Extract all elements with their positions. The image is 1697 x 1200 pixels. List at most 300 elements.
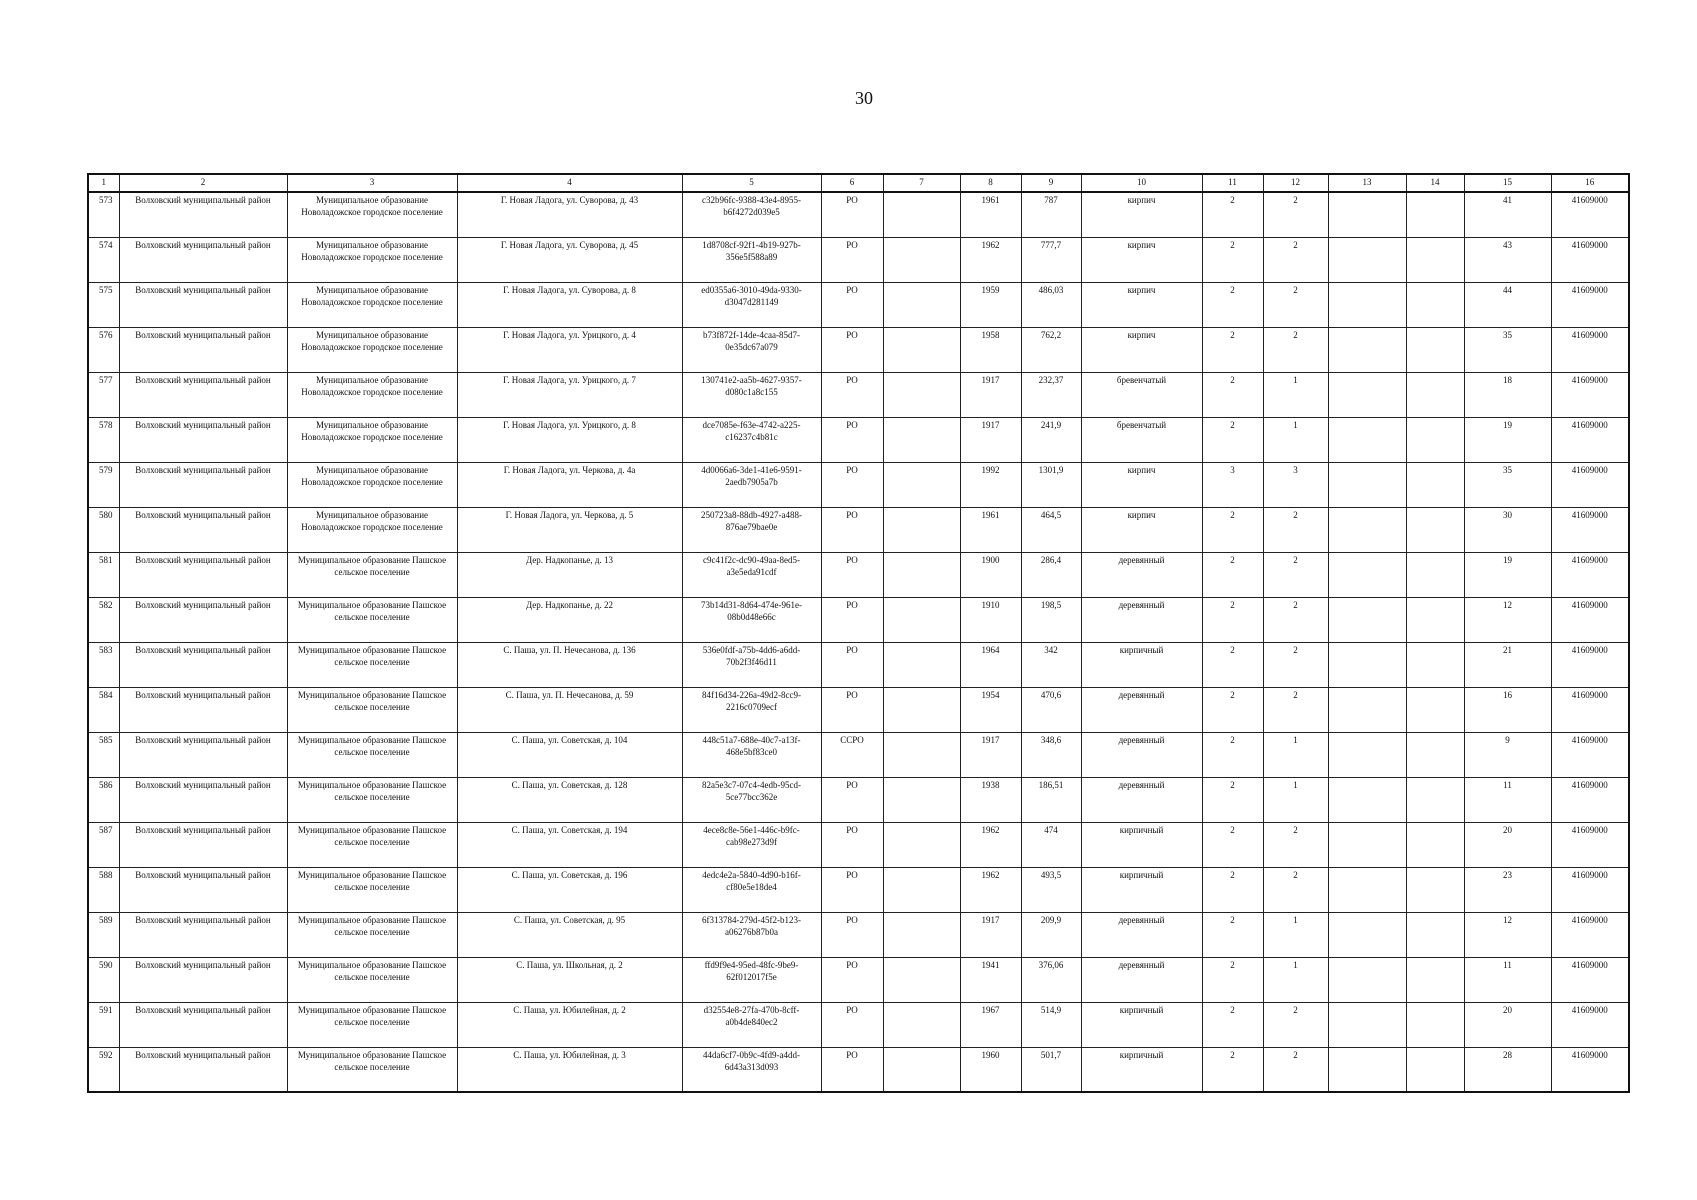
- cell-municipality: Муниципальное образование Новоладожское городское поселение: [287, 282, 457, 327]
- cell-wall-material: кирпич: [1081, 237, 1202, 282]
- cell-oktmo: 41609000: [1551, 327, 1629, 372]
- cell-row-number: 576: [88, 327, 119, 372]
- cell-col-13: [1328, 642, 1406, 687]
- header-row: [88, 174, 1629, 192]
- cell-district: Волховский муниципальный район: [119, 237, 287, 282]
- cell-municipality: Муниципальное образование Пашское сельское поселение: [287, 597, 457, 642]
- cell-municipality: Муниципальное образование Новоладожское городское поселение: [287, 507, 457, 552]
- cell-col-7: [883, 642, 960, 687]
- cell-col-14: [1406, 822, 1464, 867]
- cell-col-14: [1406, 642, 1464, 687]
- cell-district: Волховский муниципальный район: [119, 1002, 287, 1047]
- cell-year-built: 1900: [960, 552, 1021, 597]
- cell-col-14: [1406, 597, 1464, 642]
- cell-col-13: [1328, 867, 1406, 912]
- cell-address: Г. Новая Ладога, ул. Черкова, д. 5: [457, 507, 682, 552]
- table-row: [88, 552, 1629, 597]
- cell-row-number: 581: [88, 552, 119, 597]
- cell-floors-12: 3: [1263, 462, 1328, 507]
- cell-category: РО: [821, 822, 883, 867]
- cell-oktmo: 41609000: [1551, 687, 1629, 732]
- cell-year-built: 1967: [960, 1002, 1021, 1047]
- cell-district: Волховский муниципальный район: [119, 732, 287, 777]
- cell-oktmo: 41609000: [1551, 822, 1629, 867]
- cell-row-number: 591: [88, 1002, 119, 1047]
- cell-residents: 12: [1464, 912, 1551, 957]
- cell-address: С. Паша, ул. Советская, д. 196: [457, 867, 682, 912]
- cell-wall-material: деревянный: [1081, 552, 1202, 597]
- cell-floors-11: 2: [1202, 867, 1263, 912]
- cell-year-built: 1962: [960, 867, 1021, 912]
- column-header-3: 3: [287, 174, 457, 192]
- cell-year-built: 1917: [960, 912, 1021, 957]
- cell-col-13: [1328, 912, 1406, 957]
- cell-col-14: [1406, 507, 1464, 552]
- table-row: [88, 1047, 1629, 1092]
- cell-category: РО: [821, 1047, 883, 1092]
- cell-floors-11: 2: [1202, 1002, 1263, 1047]
- cell-floors-11: 2: [1202, 912, 1263, 957]
- cell-district: Волховский муниципальный район: [119, 597, 287, 642]
- cell-col-13: [1328, 1047, 1406, 1092]
- cell-municipality: Муниципальное образование Пашское сельское поселение: [287, 732, 457, 777]
- cell-col-13: [1328, 777, 1406, 822]
- cell-wall-material: кирпич: [1081, 507, 1202, 552]
- cell-municipality: Муниципальное образование Новоладожское городское поселение: [287, 237, 457, 282]
- cell-row-number: 584: [88, 687, 119, 732]
- cell-floors-11: 2: [1202, 687, 1263, 732]
- cell-municipality: Муниципальное образование Пашское сельское поселение: [287, 1002, 457, 1047]
- column-header-15: 15: [1464, 174, 1551, 192]
- cell-district: Волховский муниципальный район: [119, 282, 287, 327]
- cell-residents: 21: [1464, 642, 1551, 687]
- cell-area: 762,2: [1021, 327, 1081, 372]
- cell-col-14: [1406, 1047, 1464, 1092]
- table-row: [88, 687, 1629, 732]
- cell-wall-material: бревенчатый: [1081, 417, 1202, 462]
- cell-col-13: [1328, 327, 1406, 372]
- cell-area: 470,6: [1021, 687, 1081, 732]
- cell-address: Г. Новая Ладога, ул. Суворова, д. 45: [457, 237, 682, 282]
- cell-floors-12: 1: [1263, 777, 1328, 822]
- cell-row-number: 575: [88, 282, 119, 327]
- cell-municipality: Муниципальное образование Пашское сельское поселение: [287, 777, 457, 822]
- cell-residents: 11: [1464, 957, 1551, 1002]
- cell-municipality: Муниципальное образование Пашское сельское поселение: [287, 867, 457, 912]
- column-header-16: 16: [1551, 174, 1629, 192]
- cell-municipality: Муниципальное образование Пашское сельское поселение: [287, 957, 457, 1002]
- cell-oktmo: 41609000: [1551, 282, 1629, 327]
- table-row: [88, 597, 1629, 642]
- cell-col-7: [883, 372, 960, 417]
- cell-col-13: [1328, 507, 1406, 552]
- cell-row-number: 588: [88, 867, 119, 912]
- cell-category: ССРО: [821, 732, 883, 777]
- cell-col-7: [883, 777, 960, 822]
- cell-fias-id: 4edc4e2a-5840-4d90-b16f-cf80e5e18de4: [682, 867, 821, 912]
- cell-address: Г. Новая Ладога, ул. Суворова, д. 43: [457, 192, 682, 237]
- cell-floors-11: 2: [1202, 192, 1263, 237]
- cell-area: 1301,9: [1021, 462, 1081, 507]
- cell-wall-material: кирпичный: [1081, 867, 1202, 912]
- cell-address: С. Паша, ул. Советская, д. 194: [457, 822, 682, 867]
- cell-district: Волховский муниципальный район: [119, 462, 287, 507]
- cell-residents: 43: [1464, 237, 1551, 282]
- cell-floors-12: 1: [1263, 912, 1328, 957]
- cell-floors-12: 2: [1263, 597, 1328, 642]
- cell-floors-11: 2: [1202, 822, 1263, 867]
- cell-area: 493,5: [1021, 867, 1081, 912]
- cell-col-13: [1328, 237, 1406, 282]
- cell-floors-12: 2: [1263, 327, 1328, 372]
- column-header-5: 5: [682, 174, 821, 192]
- cell-floors-11: 2: [1202, 282, 1263, 327]
- table-row: [88, 732, 1629, 777]
- cell-floors-11: 2: [1202, 417, 1263, 462]
- cell-col-7: [883, 597, 960, 642]
- cell-municipality: Муниципальное образование Пашское сельское поселение: [287, 1047, 457, 1092]
- cell-residents: 28: [1464, 1047, 1551, 1092]
- cell-row-number: 589: [88, 912, 119, 957]
- cell-floors-11: 2: [1202, 372, 1263, 417]
- cell-row-number: 590: [88, 957, 119, 1002]
- cell-category: РО: [821, 327, 883, 372]
- cell-fias-id: 82a5e3c7-07c4-4edb-95cd-5ce77bcc362e: [682, 777, 821, 822]
- cell-address: Дер. Надкопанье, д. 13: [457, 552, 682, 597]
- table-row: [88, 192, 1629, 237]
- cell-residents: 41: [1464, 192, 1551, 237]
- cell-row-number: 579: [88, 462, 119, 507]
- cell-col-14: [1406, 192, 1464, 237]
- cell-oktmo: 41609000: [1551, 867, 1629, 912]
- cell-year-built: 1958: [960, 327, 1021, 372]
- cell-row-number: 577: [88, 372, 119, 417]
- cell-fias-id: d32554e8-27fa-470b-8cff-a0b4de840ec2: [682, 1002, 821, 1047]
- cell-area: 787: [1021, 192, 1081, 237]
- cell-wall-material: деревянный: [1081, 777, 1202, 822]
- cell-area: 474: [1021, 822, 1081, 867]
- cell-wall-material: кирпич: [1081, 192, 1202, 237]
- cell-col-13: [1328, 372, 1406, 417]
- cell-floors-12: 2: [1263, 822, 1328, 867]
- column-header-7: 7: [883, 174, 960, 192]
- cell-address: С. Паша, ул. Школьная, д. 2: [457, 957, 682, 1002]
- cell-floors-12: 2: [1263, 642, 1328, 687]
- cell-col-7: [883, 912, 960, 957]
- column-header-4: 4: [457, 174, 682, 192]
- cell-col-13: [1328, 1002, 1406, 1047]
- cell-category: РО: [821, 912, 883, 957]
- cell-district: Волховский муниципальный район: [119, 777, 287, 822]
- cell-row-number: 578: [88, 417, 119, 462]
- cell-floors-12: 2: [1263, 687, 1328, 732]
- cell-floors-11: 2: [1202, 507, 1263, 552]
- cell-area: 186,51: [1021, 777, 1081, 822]
- cell-oktmo: 41609000: [1551, 192, 1629, 237]
- cell-col-7: [883, 552, 960, 597]
- cell-district: Волховский муниципальный район: [119, 822, 287, 867]
- cell-fias-id: b73f872f-14de-4caa-85d7-0e35dc67a079: [682, 327, 821, 372]
- cell-fias-id: ed0355a6-3010-49da-9330-d3047d281149: [682, 282, 821, 327]
- cell-floors-11: 2: [1202, 642, 1263, 687]
- column-header-11: 11: [1202, 174, 1263, 192]
- cell-address: С. Паша, ул. Советская, д. 104: [457, 732, 682, 777]
- cell-municipality: Муниципальное образование Пашское сельское поселение: [287, 687, 457, 732]
- cell-oktmo: 41609000: [1551, 1047, 1629, 1092]
- cell-category: РО: [821, 507, 883, 552]
- cell-wall-material: кирпичный: [1081, 822, 1202, 867]
- cell-year-built: 1961: [960, 507, 1021, 552]
- cell-fias-id: 1d8708cf-92f1-4b19-927b-356e5f588a89: [682, 237, 821, 282]
- column-header-2: 2: [119, 174, 287, 192]
- cell-floors-12: 2: [1263, 282, 1328, 327]
- cell-district: Волховский муниципальный район: [119, 417, 287, 462]
- cell-wall-material: кирпич: [1081, 327, 1202, 372]
- cell-residents: 20: [1464, 822, 1551, 867]
- table-row: [88, 237, 1629, 282]
- cell-fias-id: dce7085e-f63e-4742-a225-c16237c4b81c: [682, 417, 821, 462]
- cell-district: Волховский муниципальный район: [119, 867, 287, 912]
- table-body: [88, 192, 1629, 1092]
- page-number: 30: [855, 88, 873, 108]
- cell-wall-material: деревянный: [1081, 597, 1202, 642]
- cell-col-14: [1406, 1002, 1464, 1047]
- cell-col-7: [883, 282, 960, 327]
- cell-year-built: 1962: [960, 237, 1021, 282]
- table-row: [88, 507, 1629, 552]
- cell-col-13: [1328, 687, 1406, 732]
- cell-residents: 30: [1464, 507, 1551, 552]
- cell-category: РО: [821, 282, 883, 327]
- cell-municipality: Муниципальное образование Пашское сельское поселение: [287, 912, 457, 957]
- cell-oktmo: 41609000: [1551, 777, 1629, 822]
- cell-fias-id: 250723a8-88db-4927-a488-876ae79bae0e: [682, 507, 821, 552]
- cell-municipality: Муниципальное образование Пашское сельское поселение: [287, 822, 457, 867]
- cell-address: Г. Новая Ладога, ул. Урицкого, д. 4: [457, 327, 682, 372]
- cell-floors-11: 2: [1202, 552, 1263, 597]
- cell-residents: 19: [1464, 552, 1551, 597]
- cell-floors-12: 2: [1263, 867, 1328, 912]
- cell-category: РО: [821, 642, 883, 687]
- cell-district: Волховский муниципальный район: [119, 1047, 287, 1092]
- cell-oktmo: 41609000: [1551, 957, 1629, 1002]
- cell-col-7: [883, 237, 960, 282]
- cell-col-7: [883, 327, 960, 372]
- cell-fias-id: c9c41f2c-dc90-49aa-8ed5-a3e5eda91cdf: [682, 552, 821, 597]
- cell-municipality: Муниципальное образование Новоладожское городское поселение: [287, 192, 457, 237]
- cell-floors-12: 2: [1263, 1002, 1328, 1047]
- cell-col-13: [1328, 462, 1406, 507]
- cell-wall-material: кирпич: [1081, 282, 1202, 327]
- cell-fias-id: 536e0fdf-a75b-4dd6-a6dd-70b2f3f46d11: [682, 642, 821, 687]
- cell-municipality: Муниципальное образование Новоладожское городское поселение: [287, 462, 457, 507]
- cell-floors-11: 2: [1202, 777, 1263, 822]
- cell-category: РО: [821, 1002, 883, 1047]
- cell-col-14: [1406, 417, 1464, 462]
- cell-district: Волховский муниципальный район: [119, 642, 287, 687]
- cell-col-7: [883, 867, 960, 912]
- cell-col-13: [1328, 192, 1406, 237]
- cell-fias-id: 44da6cf7-0b9c-4fd9-a4dd-6d43a313d093: [682, 1047, 821, 1092]
- cell-area: 501,7: [1021, 1047, 1081, 1092]
- cell-district: Волховский муниципальный район: [119, 912, 287, 957]
- cell-year-built: 1910: [960, 597, 1021, 642]
- cell-category: РО: [821, 552, 883, 597]
- cell-district: Волховский муниципальный район: [119, 192, 287, 237]
- table-row: [88, 372, 1629, 417]
- cell-district: Волховский муниципальный район: [119, 327, 287, 372]
- cell-year-built: 1964: [960, 642, 1021, 687]
- cell-year-built: 1941: [960, 957, 1021, 1002]
- cell-category: РО: [821, 777, 883, 822]
- cell-col-13: [1328, 822, 1406, 867]
- cell-col-7: [883, 1047, 960, 1092]
- cell-floors-11: 2: [1202, 327, 1263, 372]
- cell-col-7: [883, 507, 960, 552]
- table-row: [88, 642, 1629, 687]
- cell-municipality: Муниципальное образование Пашское сельское поселение: [287, 642, 457, 687]
- cell-row-number: 583: [88, 642, 119, 687]
- cell-col-14: [1406, 552, 1464, 597]
- cell-address: С. Паша, ул. Советская, д. 95: [457, 912, 682, 957]
- cell-municipality: Муниципальное образование Пашское сельское поселение: [287, 552, 457, 597]
- cell-floors-12: 1: [1263, 417, 1328, 462]
- cell-floors-11: 2: [1202, 732, 1263, 777]
- cell-floors-11: 3: [1202, 462, 1263, 507]
- cell-floors-12: 1: [1263, 732, 1328, 777]
- cell-address: Г. Новая Ладога, ул. Черкова, д. 4а: [457, 462, 682, 507]
- table-row: [88, 867, 1629, 912]
- cell-col-13: [1328, 552, 1406, 597]
- cell-wall-material: кирпичный: [1081, 1047, 1202, 1092]
- cell-fias-id: ffd9f9e4-95ed-48fc-9be9-62f012017f5e: [682, 957, 821, 1002]
- cell-row-number: 574: [88, 237, 119, 282]
- cell-col-7: [883, 417, 960, 462]
- cell-category: РО: [821, 957, 883, 1002]
- cell-wall-material: деревянный: [1081, 957, 1202, 1002]
- cell-category: РО: [821, 237, 883, 282]
- cell-col-7: [883, 1002, 960, 1047]
- table-row: [88, 327, 1629, 372]
- cell-area: 486,03: [1021, 282, 1081, 327]
- table-row: [88, 912, 1629, 957]
- cell-floors-12: 1: [1263, 957, 1328, 1002]
- cell-oktmo: 41609000: [1551, 642, 1629, 687]
- cell-wall-material: кирпичный: [1081, 642, 1202, 687]
- cell-district: Волховский муниципальный район: [119, 372, 287, 417]
- cell-residents: 19: [1464, 417, 1551, 462]
- cell-year-built: 1961: [960, 192, 1021, 237]
- cell-wall-material: кирпич: [1081, 462, 1202, 507]
- cell-floors-11: 2: [1202, 237, 1263, 282]
- cell-category: РО: [821, 687, 883, 732]
- table-row: [88, 957, 1629, 1002]
- cell-municipality: Муниципальное образование Новоладожское городское поселение: [287, 372, 457, 417]
- cell-address: Дер. Надкопанье, д. 22: [457, 597, 682, 642]
- cell-area: 464,5: [1021, 507, 1081, 552]
- cell-oktmo: 41609000: [1551, 732, 1629, 777]
- cell-col-14: [1406, 732, 1464, 777]
- cell-oktmo: 41609000: [1551, 372, 1629, 417]
- cell-area: 209,9: [1021, 912, 1081, 957]
- cell-col-13: [1328, 957, 1406, 1002]
- cell-floors-12: 2: [1263, 507, 1328, 552]
- cell-oktmo: 41609000: [1551, 417, 1629, 462]
- cell-oktmo: 41609000: [1551, 1002, 1629, 1047]
- cell-residents: 23: [1464, 867, 1551, 912]
- cell-municipality: Муниципальное образование Новоладожское городское поселение: [287, 417, 457, 462]
- column-header-6: 6: [821, 174, 883, 192]
- cell-oktmo: 41609000: [1551, 597, 1629, 642]
- cell-fias-id: 6f313784-279d-45f2-b123-a06276b87b0a: [682, 912, 821, 957]
- cell-residents: 11: [1464, 777, 1551, 822]
- cell-floors-11: 2: [1202, 1047, 1263, 1092]
- cell-category: РО: [821, 867, 883, 912]
- cell-year-built: 1954: [960, 687, 1021, 732]
- cell-col-7: [883, 732, 960, 777]
- cell-district: Волховский муниципальный район: [119, 507, 287, 552]
- cell-district: Волховский муниципальный район: [119, 957, 287, 1002]
- cell-area: 342: [1021, 642, 1081, 687]
- cell-col-7: [883, 687, 960, 732]
- cell-area: 232,37: [1021, 372, 1081, 417]
- cell-fias-id: 130741e2-aa5b-4627-9357-d080c1a8c155: [682, 372, 821, 417]
- cell-col-14: [1406, 327, 1464, 372]
- cell-category: РО: [821, 192, 883, 237]
- cell-col-14: [1406, 912, 1464, 957]
- cell-col-13: [1328, 417, 1406, 462]
- column-header-12: 12: [1263, 174, 1328, 192]
- cell-row-number: 573: [88, 192, 119, 237]
- cell-district: Волховский муниципальный район: [119, 687, 287, 732]
- cell-area: 376,06: [1021, 957, 1081, 1002]
- cell-col-7: [883, 462, 960, 507]
- cell-residents: 18: [1464, 372, 1551, 417]
- cell-wall-material: деревянный: [1081, 912, 1202, 957]
- cell-col-14: [1406, 282, 1464, 327]
- cell-address: Г. Новая Ладога, ул. Суворова, д. 8: [457, 282, 682, 327]
- cell-year-built: 1960: [960, 1047, 1021, 1092]
- cell-municipality: Муниципальное образование Новоладожское городское поселение: [287, 327, 457, 372]
- cell-oktmo: 41609000: [1551, 912, 1629, 957]
- column-header-13: 13: [1328, 174, 1406, 192]
- cell-fias-id: 4d0066a6-3de1-41e6-9591-2aedb7905a7b: [682, 462, 821, 507]
- cell-residents: 35: [1464, 462, 1551, 507]
- registry-table: [87, 173, 1630, 1093]
- cell-address: С. Паша, ул. П. Нечесанова, д. 136: [457, 642, 682, 687]
- cell-area: 348,6: [1021, 732, 1081, 777]
- cell-fias-id: 4ece8c8e-56e1-446c-b9fc-cab98e273d9f: [682, 822, 821, 867]
- cell-wall-material: бревенчатый: [1081, 372, 1202, 417]
- cell-category: РО: [821, 462, 883, 507]
- cell-wall-material: деревянный: [1081, 687, 1202, 732]
- cell-year-built: 1962: [960, 822, 1021, 867]
- cell-col-14: [1406, 867, 1464, 912]
- cell-wall-material: кирпичный: [1081, 1002, 1202, 1047]
- cell-year-built: 1992: [960, 462, 1021, 507]
- cell-fias-id: 73b14d31-8d64-474e-961e-08b0d48e66c: [682, 597, 821, 642]
- cell-category: РО: [821, 417, 883, 462]
- cell-year-built: 1917: [960, 372, 1021, 417]
- cell-residents: 20: [1464, 1002, 1551, 1047]
- cell-col-14: [1406, 687, 1464, 732]
- cell-residents: 16: [1464, 687, 1551, 732]
- cell-row-number: 586: [88, 777, 119, 822]
- cell-row-number: 587: [88, 822, 119, 867]
- table-row: [88, 282, 1629, 327]
- cell-col-14: [1406, 957, 1464, 1002]
- cell-address: Г. Новая Ладога, ул. Урицкого, д. 7: [457, 372, 682, 417]
